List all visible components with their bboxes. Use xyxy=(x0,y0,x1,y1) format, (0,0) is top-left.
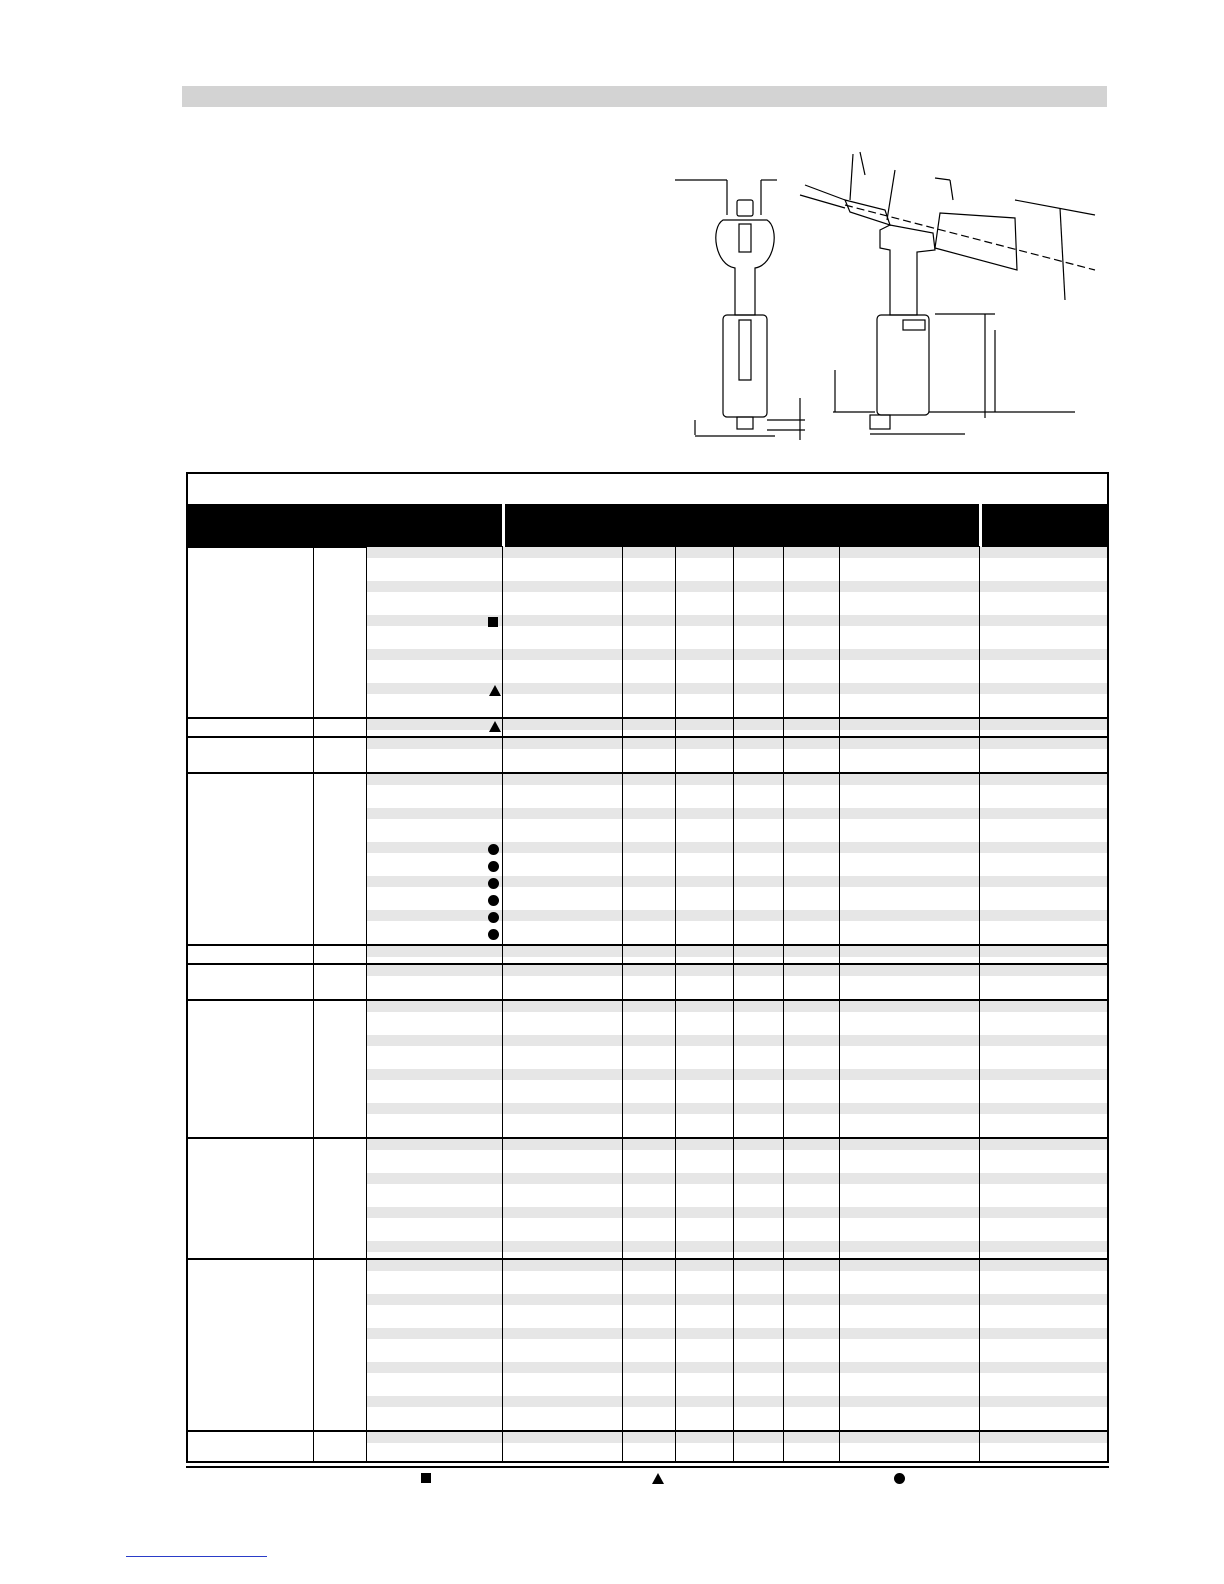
table-row xyxy=(367,683,1107,694)
table-row xyxy=(367,1052,1107,1063)
table-row xyxy=(367,1294,1107,1305)
table-row xyxy=(367,1018,1107,1029)
table-row xyxy=(367,1001,1107,1012)
triangle-marker-icon xyxy=(652,1473,664,1484)
table-row xyxy=(367,598,1107,609)
column-divider xyxy=(675,546,676,1461)
table-row xyxy=(367,965,1107,976)
table-row xyxy=(367,1379,1107,1390)
table-row xyxy=(367,581,1107,592)
table-row xyxy=(367,564,1107,575)
table-row xyxy=(367,1035,1107,1046)
table-row xyxy=(367,1328,1107,1339)
table-row xyxy=(367,808,1107,819)
table-row xyxy=(367,700,1107,711)
table-row xyxy=(367,632,1107,643)
table-row xyxy=(367,738,1107,749)
table-row xyxy=(367,1241,1107,1252)
table-row xyxy=(367,1396,1107,1407)
side-view xyxy=(800,152,1095,434)
table-row xyxy=(367,1069,1107,1080)
table-row xyxy=(367,1173,1107,1184)
table-row xyxy=(367,755,1107,766)
table-row xyxy=(367,859,1107,870)
table-row xyxy=(367,982,1107,993)
table-row xyxy=(367,1086,1107,1097)
table-row xyxy=(367,615,1107,626)
column-divider xyxy=(366,546,367,1461)
circle-marker-icon xyxy=(488,929,499,940)
legend-circle xyxy=(894,1473,905,1484)
group-separator xyxy=(186,1466,1109,1468)
circle-marker-icon xyxy=(488,912,499,923)
table-row xyxy=(367,791,1107,802)
table-row xyxy=(367,1413,1107,1424)
table-row xyxy=(367,1277,1107,1288)
square-marker-icon xyxy=(421,1473,431,1483)
table-row xyxy=(367,1432,1107,1443)
section-header-bar xyxy=(182,86,1107,107)
table-row xyxy=(367,842,1107,853)
table-row xyxy=(367,1362,1107,1373)
table-row xyxy=(367,910,1107,921)
triangle-marker-icon xyxy=(489,685,501,696)
circle-marker-icon xyxy=(488,895,499,906)
column-divider xyxy=(733,546,734,1461)
table-row xyxy=(367,1260,1107,1271)
column-divider xyxy=(979,546,980,1461)
front-view xyxy=(675,180,805,440)
table-row xyxy=(367,1103,1107,1114)
column-divider xyxy=(783,546,784,1461)
table-row xyxy=(367,1120,1107,1131)
triangle-marker-icon xyxy=(489,721,501,732)
square-marker-icon xyxy=(488,617,498,627)
table-row xyxy=(367,876,1107,887)
column-divider xyxy=(502,546,503,1461)
table-row xyxy=(367,946,1107,957)
table-row xyxy=(367,1224,1107,1235)
table-row xyxy=(367,893,1107,904)
table-row xyxy=(367,774,1107,785)
table-row xyxy=(367,1139,1107,1150)
table-row xyxy=(367,1345,1107,1356)
column-divider xyxy=(313,546,314,1461)
column-divider xyxy=(622,546,623,1461)
table-row xyxy=(367,1311,1107,1322)
table-row xyxy=(367,1156,1107,1167)
table-row xyxy=(367,927,1107,938)
legend-square xyxy=(421,1473,431,1483)
table-row xyxy=(367,1190,1107,1201)
header-middle xyxy=(505,504,979,548)
circle-marker-icon xyxy=(488,844,499,855)
table-row xyxy=(367,649,1107,660)
footer-link-underline[interactable] xyxy=(126,1556,267,1557)
circle-marker-icon xyxy=(488,861,499,872)
tool-drawing xyxy=(665,140,1105,440)
legend-triangle xyxy=(652,1473,664,1484)
table-row xyxy=(367,719,1107,730)
table-row xyxy=(367,825,1107,836)
table-title xyxy=(188,474,1107,502)
circle-marker-icon xyxy=(894,1473,905,1484)
table-row xyxy=(367,547,1107,558)
circle-marker-icon xyxy=(488,878,499,889)
header-right xyxy=(982,504,1107,548)
column-divider xyxy=(839,546,840,1461)
header-left xyxy=(188,504,502,548)
table-row xyxy=(367,1207,1107,1218)
table-row xyxy=(367,666,1107,677)
table-row xyxy=(367,1449,1107,1460)
